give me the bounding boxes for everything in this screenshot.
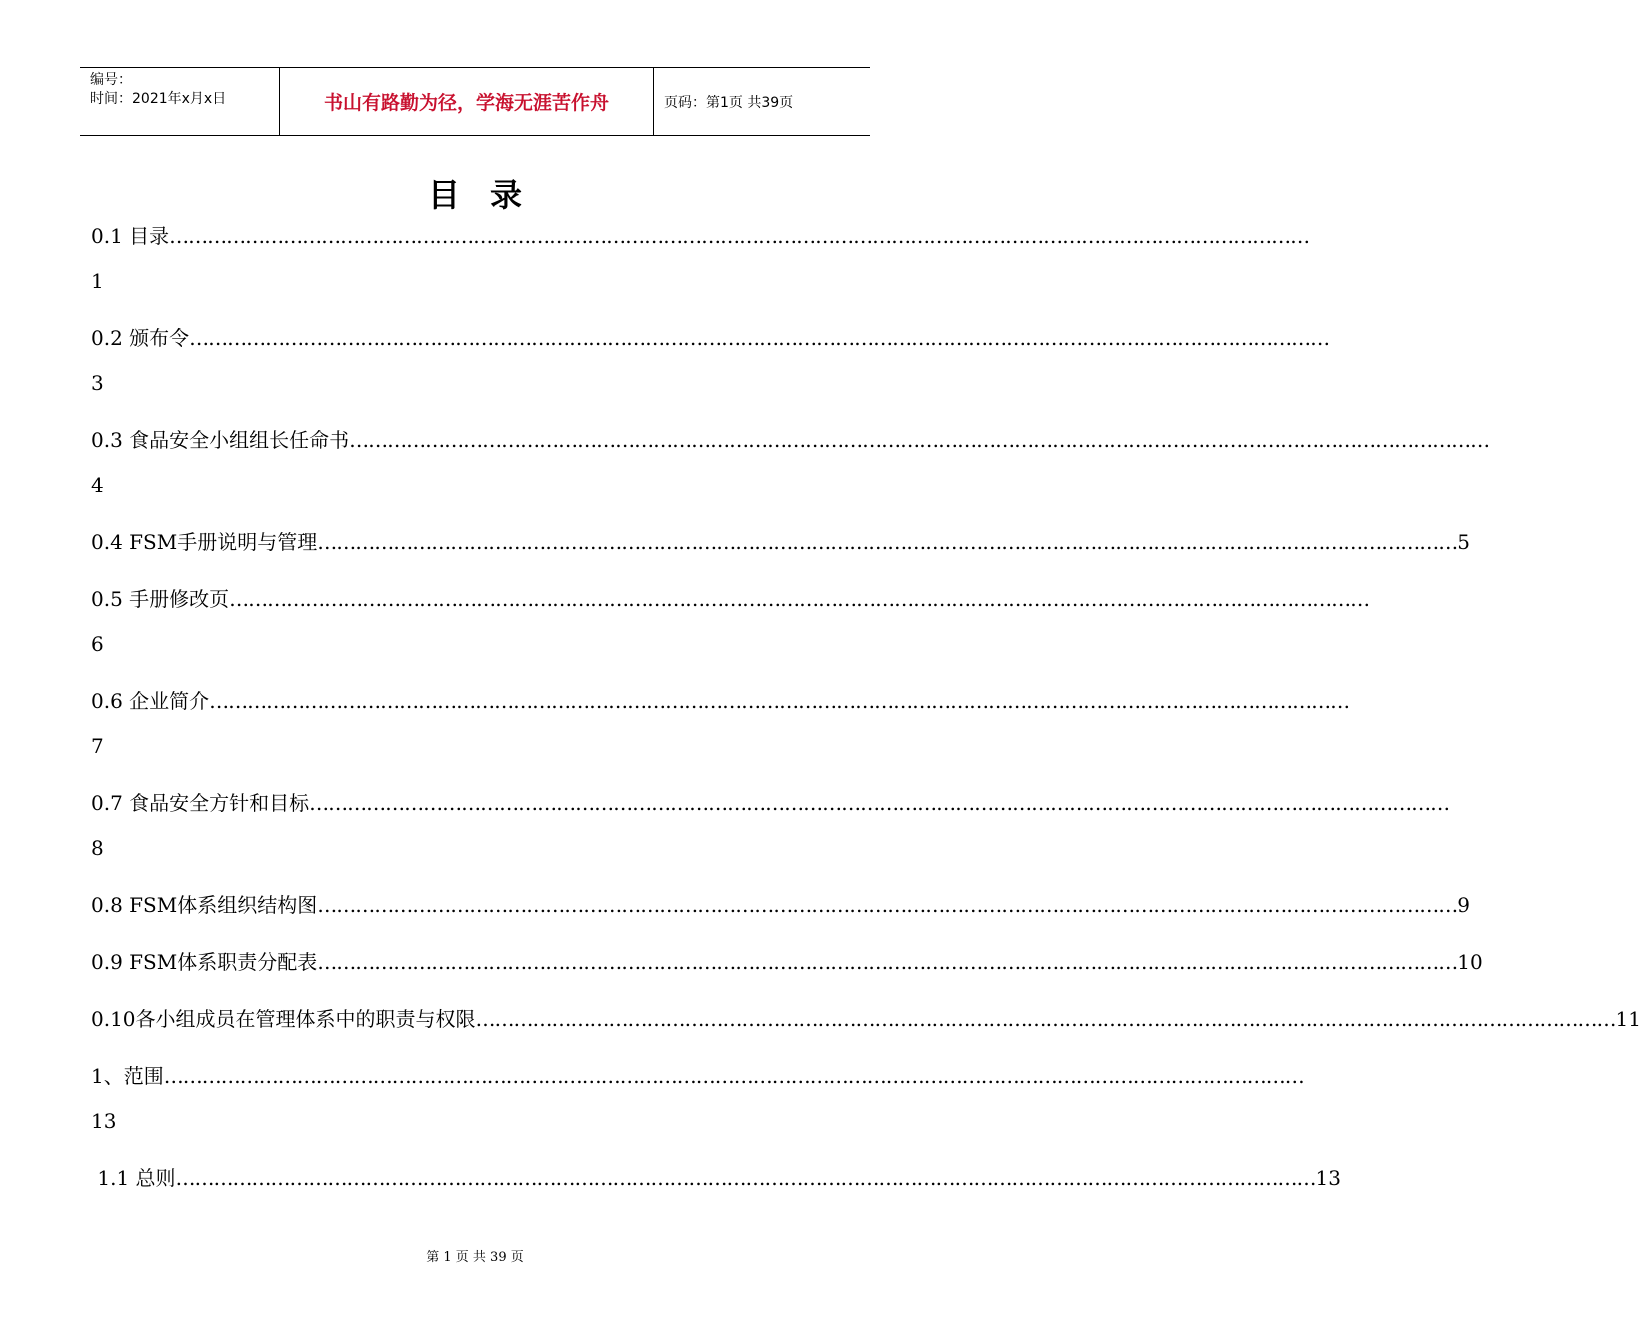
toc-entry-page: 8 [91, 836, 104, 860]
header-motto: 书山有路勤为径，学海无涯苦作舟 [280, 68, 654, 135]
toc-entry-label: 0.7 食品安全方针和目标 [91, 791, 310, 815]
toc-entry-page: 11 [1615, 1007, 1641, 1031]
toc-entry[interactable] [91, 530, 1470, 554]
toc-entry[interactable] [91, 1007, 1641, 1031]
toc-entry-page: 10 [1457, 950, 1483, 974]
toc-leader-dots: ……………………………………………………………………………………………………………………………………………………………… [317, 530, 1458, 554]
toc-entry[interactable] [91, 326, 1330, 350]
toc-entry-page: 9 [1457, 893, 1470, 917]
toc-entry[interactable] [91, 1166, 1341, 1190]
toc-entry-page: 1 [91, 269, 104, 293]
toc-leader-dots: ……………………………………………………………………………………………………………………………………………………………… [169, 224, 1310, 248]
toc-entry[interactable] [91, 689, 1350, 713]
toc-entry-page: 13 [91, 1109, 117, 1133]
toc-leader-dots: ……………………………………………………………………………………………………………………………………………………………… [317, 893, 1458, 917]
toc-entry-label: 0.2 颁布令 [91, 326, 190, 350]
toc-entry[interactable] [91, 224, 1310, 248]
toc-entry[interactable] [91, 428, 1490, 452]
toc-entry[interactable] [91, 893, 1470, 917]
page-footer: 第 1 页 共 39 页 [426, 1250, 524, 1265]
toc-entry-label: 0.5 手册修改页 [91, 587, 230, 611]
toc-entry-label: 0.3 食品安全小组组长任命书 [91, 428, 350, 452]
toc-entry-label: 0.10各小组成员在管理体系中的职责与权限 [91, 1007, 476, 1031]
toc-entry-label: 0.4 FSM手册说明与管理 [91, 530, 318, 554]
header-time-label: 时间：2021年x月x日 [90, 91, 227, 107]
toc-entry-page: 5 [1457, 530, 1470, 554]
toc-entry[interactable] [91, 587, 1370, 611]
toc-entry-label: 0.1 目录 [91, 224, 170, 248]
toc-leader-dots: ……………………………………………………………………………………………………………………………………………………………… [189, 326, 1330, 350]
toc-leader-dots: ……………………………………………………………………………………………………………………………………………………………… [175, 1166, 1316, 1190]
toc-entry[interactable] [91, 791, 1450, 815]
toc-leader-dots: ……………………………………………………………………………………………………………………………………………………………… [229, 587, 1370, 611]
document-title: 目录 [427, 176, 552, 214]
toc-entry-label: 1、范围 [91, 1064, 164, 1088]
toc-entry-label: 1.1 总则 [91, 1166, 176, 1190]
toc-entry-label: 0.6 企业简介 [91, 689, 210, 713]
toc-entry-label: 0.8 FSM体系组织结构图 [91, 893, 318, 917]
toc-leader-dots: ……………………………………………………………………………………………………………………………………………………………… [209, 689, 1350, 713]
toc-entry-page: 13 [1315, 1166, 1341, 1190]
toc-entry[interactable] [91, 1064, 1304, 1088]
toc-entry-page: 7 [91, 734, 104, 758]
toc-entry-page: 3 [91, 371, 104, 395]
toc-entry[interactable] [91, 950, 1483, 974]
toc-entry-page: 6 [91, 632, 104, 656]
toc-entry-page: 4 [91, 473, 104, 497]
toc-leader-dots: ……………………………………………………………………………………………………………………………………………………………… [349, 428, 1490, 452]
toc-entry-label: 0.9 FSM体系职责分配表 [91, 950, 318, 974]
toc-leader-dots: ……………………………………………………………………………………………………………………………………………………………… [475, 1007, 1616, 1031]
toc-leader-dots: ……………………………………………………………………………………………………………………………………………………………… [309, 791, 1450, 815]
header-page-info: 页码：第1页 共39页 [664, 94, 794, 111]
toc-leader-dots: ……………………………………………………………………………………………………………………………………………………………… [317, 950, 1458, 974]
header-number-label: 编号： [90, 72, 132, 88]
toc-leader-dots: ……………………………………………………………………………………………………………………………………………………………… [163, 1064, 1304, 1088]
